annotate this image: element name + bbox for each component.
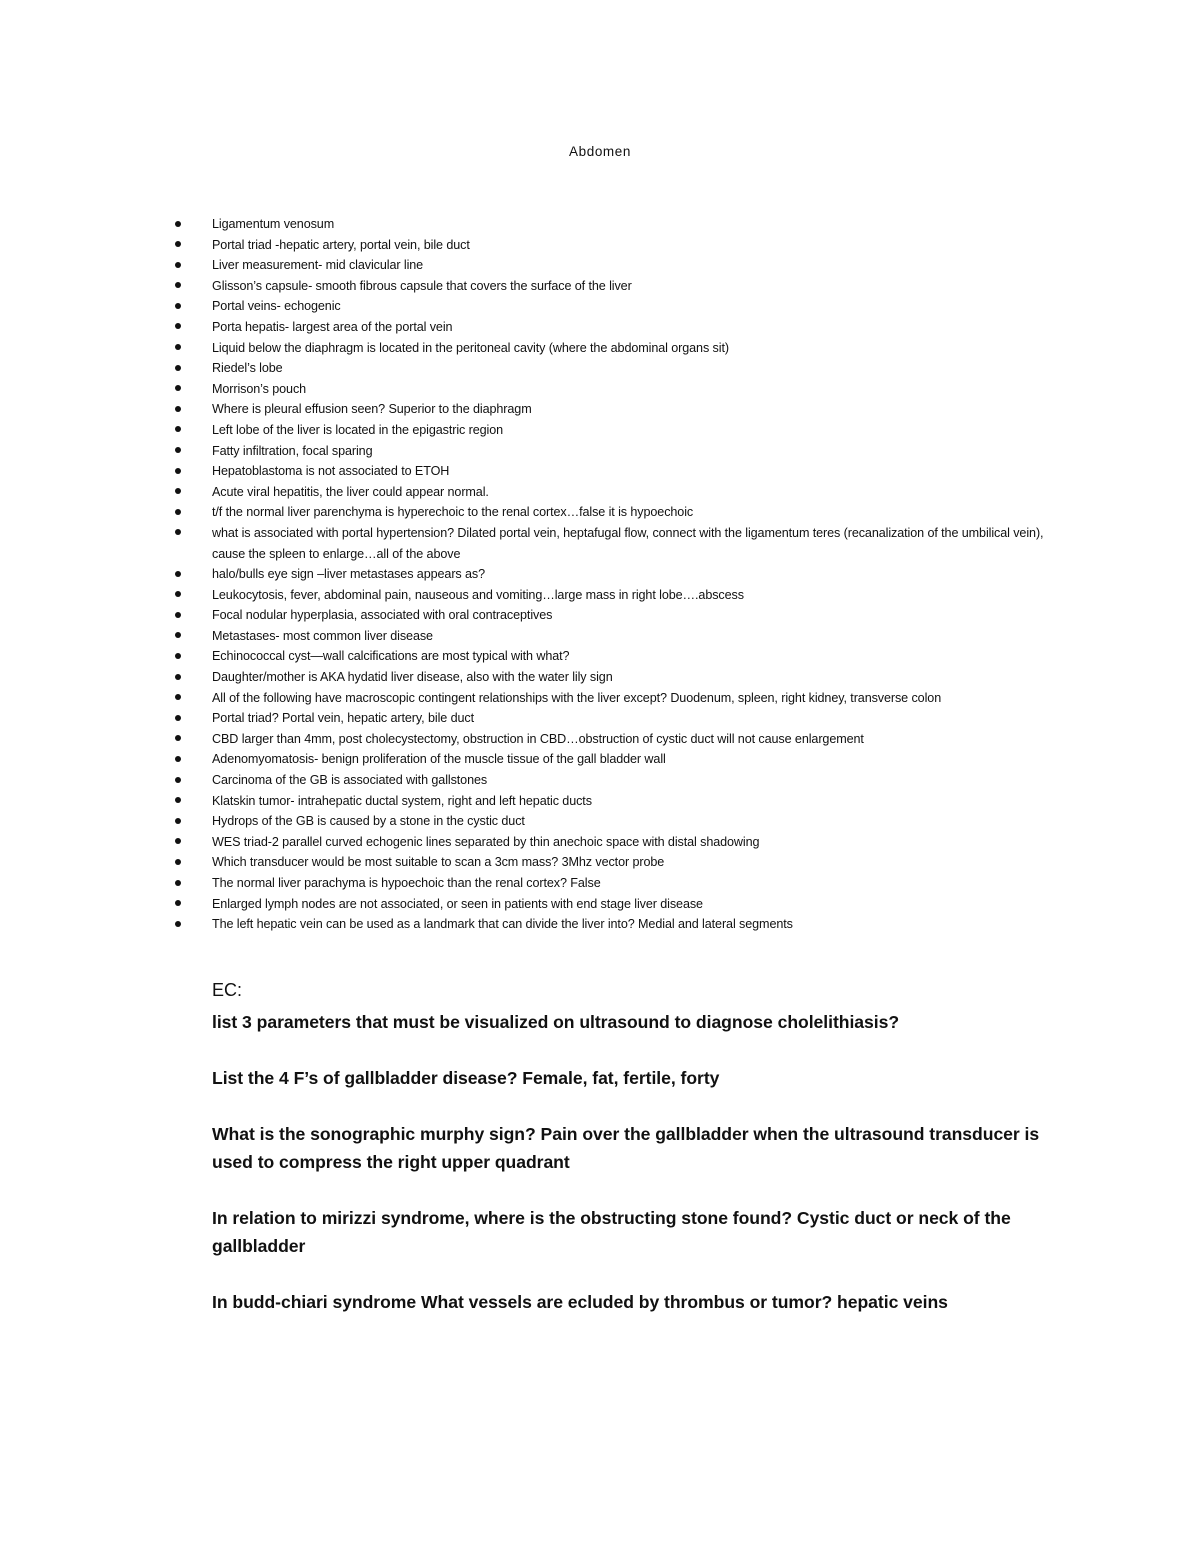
bullet-dot-icon — [175, 838, 181, 844]
bullet-dot-icon — [175, 921, 181, 927]
list-item-text: Portal veins- echogenic — [212, 299, 341, 314]
list-item-text: Klatskin tumor- intrahepatic ductal system, right and left hepatic ducts — [212, 793, 592, 808]
extra-credit-question: What is the sonographic murphy sign? Pain over the gallbladder when the ultrasound transducer is used to compress the right upper quadrant — [212, 1124, 1040, 1172]
list-item-text: Riedel’s lobe — [212, 361, 283, 376]
bullet-dot-icon — [175, 221, 181, 227]
bullet-dot-icon — [175, 406, 181, 412]
extra-credit-question: list 3 parameters that must be visualized on ultrasound to diagnose cholelithiasis? — [212, 1012, 900, 1032]
list-item-text: WES triad-2 parallel curved echogenic lines separated by thin anechoic space with distal shadowing — [212, 834, 760, 849]
list-item — [212, 791, 1062, 812]
list-item-text: Portal triad? Portal vein, hepatic artery, bile duct — [212, 711, 474, 726]
bullet-dot-icon — [175, 509, 181, 515]
list-item — [212, 482, 1062, 503]
bullet-dot-icon — [175, 818, 181, 824]
bullet-dot-icon — [175, 365, 181, 371]
bullet-dot-icon — [175, 488, 181, 494]
bullet-dot-icon — [175, 323, 181, 329]
list-item — [212, 235, 1062, 256]
list-item — [212, 214, 1062, 235]
list-item-text: Ligamentum venosum — [212, 217, 335, 231]
list-item-text: The normal liver parachyma is hypoechoic than the renal cortex? False — [212, 876, 601, 890]
list-item — [212, 729, 1062, 750]
list-item-text: Which transducer would be most suitable to scan a 3cm mass? 3Mhz vector probe — [212, 855, 665, 870]
bullet-dot-icon — [175, 571, 181, 577]
list-item — [212, 441, 1062, 462]
list-item-text: Morrison’s pouch — [212, 381, 307, 396]
list-item-text: Where is pleural effusion seen? Superior to the diaphragm — [212, 402, 532, 417]
list-item-text: Focal nodular hyperplasia, associated with oral contraceptives — [212, 608, 553, 623]
list-item-text: The left hepatic vein can be used as a landmark that can divide the liver into? Medial and lateral segments — [212, 917, 793, 932]
list-item-text: Hydrops of the GB is caused by a stone in the cystic duct — [212, 814, 525, 829]
bullet-dot-icon — [175, 797, 181, 803]
extra-credit-label: EC: — [212, 980, 243, 1000]
bullet-dot-icon — [175, 715, 181, 721]
bullet-dot-icon — [175, 694, 181, 700]
bullet-dot-icon — [175, 653, 181, 659]
list-item — [212, 502, 1062, 523]
extra-credit-question: In budd-chiari syndrome What vessels are ecluded by thrombus or tumor? hepatic veins — [212, 1292, 948, 1312]
list-item — [212, 296, 1062, 317]
list-item-text: Porta hepatis- largest area of the portal vein — [212, 319, 453, 334]
list-item-text: Adenomyomatosis- benign proliferation of the muscle tissue of the gall bladder wall — [212, 752, 666, 767]
list-item — [212, 708, 1062, 729]
bullet-dot-icon — [175, 859, 181, 865]
bullet-dot-icon — [175, 674, 181, 680]
list-item — [212, 914, 1062, 935]
bullet-dot-icon — [175, 468, 181, 474]
list-item — [212, 379, 1062, 400]
bullet-dot-icon — [175, 344, 181, 350]
bullet-dot-icon — [175, 282, 181, 288]
list-item — [212, 420, 1062, 441]
notes-bullet-list — [212, 214, 1062, 935]
list-item-text: Hepatoblastoma is not associated to ETOH — [212, 464, 450, 479]
extra-credit-section — [212, 978, 1072, 1344]
list-item — [212, 832, 1062, 853]
list-item — [212, 399, 1062, 420]
list-item-text: Acute viral hepatitis, the liver could appear normal. — [212, 484, 489, 499]
list-item — [212, 749, 1062, 770]
list-item — [212, 873, 1062, 894]
list-item — [212, 523, 1062, 564]
bullet-dot-icon — [175, 529, 181, 535]
bullet-dot-icon — [175, 612, 181, 618]
bullet-dot-icon — [175, 303, 181, 309]
list-item-text: Echinococcal cyst—wall calcifications are most typical with what? — [212, 649, 570, 664]
list-item-text: halo/bulls eye sign –liver metastases appears as? — [212, 567, 486, 582]
list-item-text: Carcinoma of the GB is associated with gallstones — [212, 773, 488, 788]
list-item — [212, 338, 1062, 359]
list-item — [212, 688, 1062, 709]
list-item-text: Daughter/mother is AKA hydatid liver disease, also with the water lily sign — [212, 670, 613, 685]
list-item-text: Enlarged lymph nodes are not associated, or seen in patients with end stage liver disease — [212, 896, 703, 911]
list-item — [212, 461, 1062, 482]
list-item-text: what is associated with portal hypertension? Dilated portal vein, heptafugal flow, connect with the ligamentum teres (recanalization of the umbilical vein), cause the spleen to enlarge…all of the above — [212, 525, 1044, 561]
list-item-text: Left lobe of the liver is located in the epigastric region — [212, 422, 504, 437]
list-item-text: Fatty infiltration, focal sparing — [212, 443, 373, 458]
bullet-dot-icon — [175, 777, 181, 783]
list-item — [212, 255, 1062, 276]
bullet-dot-icon — [175, 241, 181, 247]
list-item — [212, 894, 1062, 915]
list-item — [212, 585, 1062, 606]
bullet-dot-icon — [175, 900, 181, 906]
list-item-text: Liver measurement- mid clavicular line — [212, 258, 424, 273]
bullet-dot-icon — [175, 262, 181, 268]
list-item — [212, 358, 1062, 379]
bullet-dot-icon — [175, 591, 181, 597]
list-item — [212, 646, 1062, 667]
bullet-dot-icon — [175, 632, 181, 638]
list-item-text: t/f the normal liver parenchyma is hyperechoic to the renal cortex…false it is hypoechoic — [212, 505, 694, 520]
bullet-dot-icon — [175, 756, 181, 762]
list-item-text: Glisson’s capsule- smooth fibrous capsule that covers the surface of the liver — [212, 278, 632, 293]
list-item — [212, 276, 1062, 297]
list-item — [212, 317, 1062, 338]
list-item — [212, 626, 1062, 647]
bullet-dot-icon — [175, 880, 181, 886]
list-item — [212, 852, 1062, 873]
list-item — [212, 667, 1062, 688]
list-item-text: CBD larger than 4mm, post cholecystectomy, obstruction in CBD…obstruction of cystic duct will not cause enlargement — [212, 731, 864, 746]
list-item-text: Metastases- most common liver disease — [212, 628, 433, 643]
extra-credit-question: List the 4 F’s of gallbladder disease? Female, fat, fertile, forty — [212, 1068, 720, 1088]
list-item-text: All of the following have macroscopic contingent relationships with the liver except? Duodenum, spleen, right kidney, transverse colon — [212, 690, 942, 705]
list-item-text: Leukocytosis, fever, abdominal pain, nauseous and vomiting…large mass in right lobe….abscess — [212, 587, 744, 602]
list-item-text: Liquid below the diaphragm is located in the peritoneal cavity (where the abdominal organs sit) — [212, 340, 729, 355]
bullet-dot-icon — [175, 447, 181, 453]
bullet-dot-icon — [175, 426, 181, 432]
bullet-dot-icon — [175, 735, 181, 741]
list-item — [212, 564, 1062, 585]
document-title: Abdomen — [569, 144, 631, 159]
list-item — [212, 811, 1062, 832]
list-item — [212, 605, 1062, 626]
bullet-dot-icon — [175, 385, 181, 391]
extra-credit-question: In relation to mirizzi syndrome, where is the obstructing stone found? Cystic duct or neck of the gallbladder — [212, 1208, 1011, 1256]
list-item — [212, 770, 1062, 791]
list-item-text: Portal triad -hepatic artery, portal vein, bile duct — [212, 237, 470, 252]
